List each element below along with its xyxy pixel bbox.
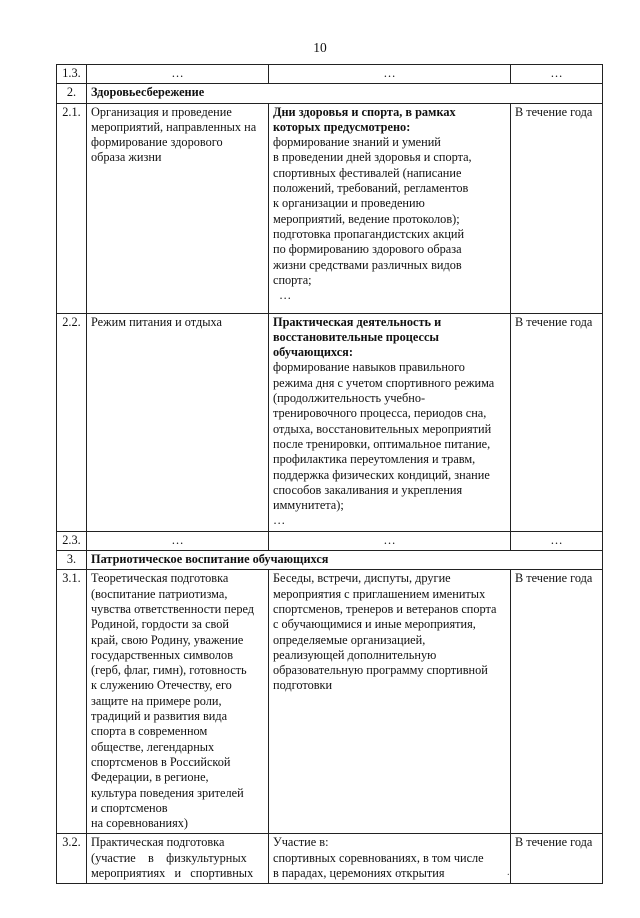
content-line: иммунитета); (273, 498, 344, 513)
content-cell (269, 834, 511, 884)
content-line: определяемые организацией, (273, 632, 426, 647)
content-line: спортсменов, тренеров и ветеранов спорта (273, 601, 497, 616)
section-title: Патриотическое воспитание обучающихся (87, 551, 603, 570)
activity-line: мероприятиях и спортивных (91, 865, 254, 880)
content-line: с обучающимися и иные мероприятия, (273, 617, 476, 632)
activity-line: (герб, флаг, гимн), готовность (91, 663, 247, 678)
activity-line: и спортсменов (91, 800, 168, 815)
table-row (57, 65, 603, 84)
deadline-cell: В течение года (511, 570, 603, 834)
content-line: спортивных соревнованиях, в том числе (273, 850, 484, 865)
section-title: Здоровьесбережение (87, 84, 603, 103)
activity-cell (87, 103, 269, 313)
row-number: 2. (57, 84, 87, 103)
content-line: после тренировки, оптимальное питание, (273, 436, 491, 451)
activity-line: традиций и развития вида (91, 709, 228, 724)
activity-line: Родиной, гордости за свой (91, 617, 229, 632)
page-number: 10 (313, 40, 327, 55)
ellipsis-cell: … (511, 65, 603, 84)
table-row (57, 570, 603, 834)
ellipsis-cell: … (87, 65, 269, 84)
content-line: профилактика переутомления и травм, (273, 452, 476, 467)
row-number: 2.1. (57, 103, 87, 313)
content-cell (269, 103, 511, 313)
activity-cell (87, 313, 269, 531)
activity-line: (участие в физкультурных (91, 850, 247, 865)
content-line: спортивных фестивалей (написание (273, 165, 462, 180)
content-line: (продолжительность учебно- (273, 391, 426, 406)
activity-line: Теоретическая подготовка (91, 571, 229, 586)
activity-line: чувства ответственности перед (91, 601, 255, 616)
content-line: отдыха, восстановительных мероприятий (273, 421, 492, 436)
ellipsis-cell: … (511, 531, 603, 550)
activity-line: обществе, легендарных (91, 739, 215, 754)
content-line: подготовка пропагандистских акций (273, 226, 465, 241)
ellipsis-cell: … (269, 65, 511, 84)
ellipsis-cell: … (269, 531, 511, 550)
row-number: 3.1. (57, 570, 87, 834)
activity-line: Практическая подготовка (91, 835, 225, 850)
plan-table (56, 64, 603, 884)
table-row (57, 531, 603, 550)
deadline-cell: В течение года (511, 103, 603, 313)
content-line: в парадах, церемониях открытия (273, 865, 445, 880)
activity-line: защите на примере роли, (91, 693, 222, 708)
content-heading: восстановительные процессы (273, 329, 440, 344)
content-line: поддержка физических кондиций, знание (273, 467, 490, 482)
activity-line: культура поведения зрителей (91, 785, 244, 800)
scan-mark: · (506, 870, 510, 881)
deadline-cell: В течение года (511, 313, 603, 531)
content-line: Беседы, встречи, диспуты, другие (273, 571, 451, 586)
activity-line: мероприятий, направленных на (91, 119, 257, 134)
activity-line: спортсменов в Российской (91, 754, 231, 769)
activity-line: к служению Отечеству, его (91, 678, 232, 693)
content-line: формирование навыков правильного (273, 360, 465, 375)
activity-cell (87, 570, 269, 834)
content-cell (269, 313, 511, 531)
ellipsis-cell: … (87, 531, 269, 550)
row-number: 2.2. (57, 313, 87, 531)
content-line: спорта; (273, 272, 312, 287)
table-row (57, 313, 603, 531)
activity-cell (87, 834, 269, 884)
content-line: мероприятия с приглашением именитых (273, 586, 486, 601)
deadline-cell: В течение года (511, 834, 603, 884)
section-row (57, 551, 603, 570)
activity-line: формирование здорового (91, 135, 223, 150)
row-number: 1.3. (57, 65, 87, 84)
content-heading: Практическая деятельность и (273, 314, 442, 329)
content-line: образовательную программу спортивной (273, 663, 488, 678)
activity-line: край, свою Родину, уважение (91, 632, 244, 647)
content-heading: Дни здоровья и спорта, в рамках (273, 104, 456, 119)
content-line: тренировочного процесса, периодов сна, (273, 406, 487, 421)
content-line: подготовки (273, 678, 333, 693)
content-heading: обучающихся: (273, 345, 353, 360)
activity-line: спорта в современном (91, 724, 208, 739)
activity-line: на соревнованиях) (91, 816, 189, 831)
activity-line: (воспитание патриотизма, (91, 586, 228, 601)
content-line: реализующей дополнительную (273, 647, 437, 662)
content-line: в проведении дней здоровья и спорта, (273, 150, 472, 165)
activity-line: государственных символов (91, 647, 234, 662)
content-line: формирование знаний и умений (273, 135, 441, 150)
row-number: 3. (57, 551, 87, 570)
content-ellipsis: … (273, 513, 286, 528)
row-number: 3.2. (57, 834, 87, 884)
content-line: жизни средствами различных видов (273, 257, 462, 272)
content-heading: которых предусмотрено: (273, 119, 411, 134)
content-line: по формированию здорового образа (273, 242, 462, 257)
table-row (57, 103, 603, 313)
table-row (57, 834, 603, 884)
activity-line: Федерации, в регионе, (91, 770, 209, 785)
content-line: Участие в: (273, 835, 329, 850)
content-line: способов закаливания и укрепления (273, 482, 463, 497)
content-ellipsis: … (279, 288, 292, 303)
activity-line: образа жизни (91, 150, 162, 165)
content-line: мероприятий, ведение протоколов); (273, 211, 460, 226)
content-line: к организации и проведению (273, 196, 425, 211)
section-row (57, 84, 603, 103)
row-number: 2.3. (57, 531, 87, 550)
activity-line: Режим питания и отдыха (91, 314, 222, 329)
content-line: положений, требований, регламентов (273, 181, 469, 196)
activity-line: Организация и проведение (91, 104, 232, 119)
content-cell (269, 570, 511, 834)
content-line: режима дня с учетом спортивного режима (273, 375, 495, 390)
